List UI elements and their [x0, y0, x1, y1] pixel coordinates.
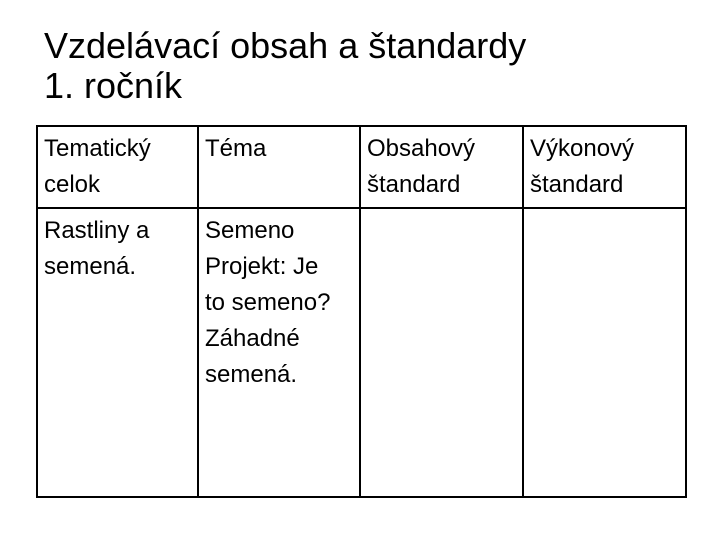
cell-obsahovy-standard [360, 208, 523, 497]
header-text: celok [44, 171, 101, 198]
header-text: Výkonový [530, 135, 635, 162]
header-text: Téma [205, 135, 267, 162]
header-text: štandard [530, 171, 624, 198]
cell-text: semená. [44, 253, 137, 280]
header-text: Obsahový [367, 135, 476, 162]
cell-text: Semeno [205, 217, 295, 244]
table-row [37, 208, 686, 497]
cell-tema [198, 208, 360, 497]
cell-text: semená. [205, 361, 298, 388]
header-cell-vykonovy-standard [523, 126, 686, 208]
cell-text: to semeno? [205, 289, 331, 316]
cell-vykonovy-standard [523, 208, 686, 497]
header-text: štandard [367, 171, 461, 198]
header-cell-obsahovy-standard [360, 126, 523, 208]
cell-text: Projekt: Je [205, 253, 319, 280]
table-header-row [37, 126, 686, 208]
slide-title [44, 26, 526, 106]
cell-text: Záhadné [205, 325, 300, 352]
standards-table [36, 125, 687, 498]
title-line-2: 1. ročník [44, 65, 183, 106]
cell-text: Rastliny a [44, 217, 150, 244]
header-text: Tematický [44, 135, 151, 162]
header-cell-tema [198, 126, 360, 208]
cell-tematicky-celok [37, 208, 198, 497]
header-cell-tematicky-celok [37, 126, 198, 208]
title-line-1: Vzdelávací obsah a štandardy [44, 25, 527, 66]
